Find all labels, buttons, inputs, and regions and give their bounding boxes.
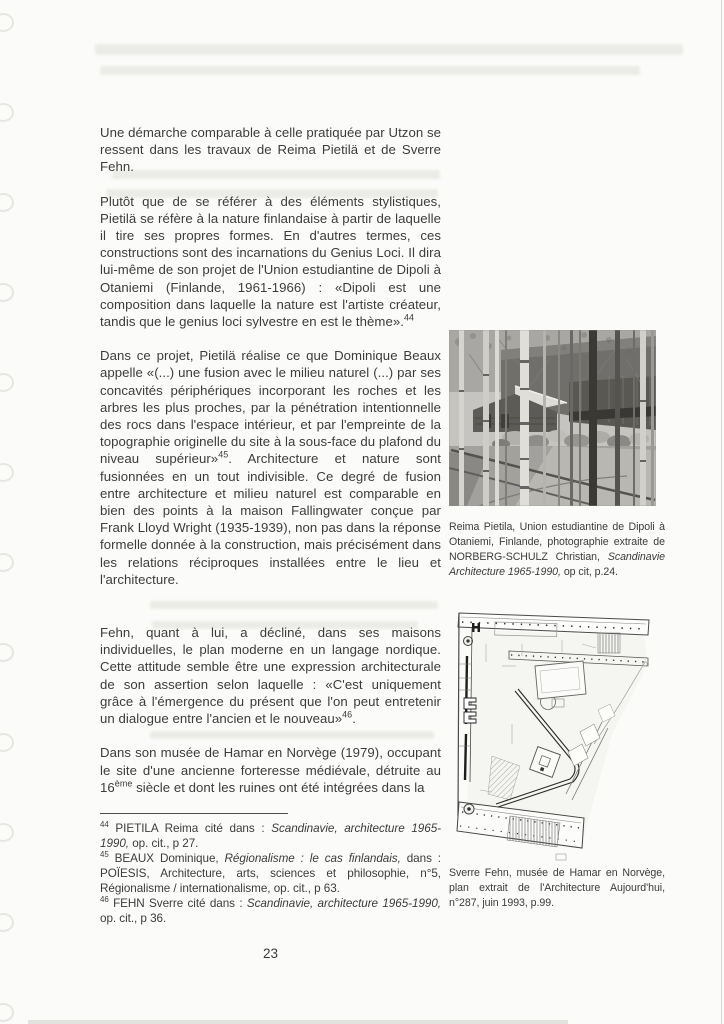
plan-caption (449, 866, 665, 911)
hamar-plan (452, 604, 664, 862)
binding-hole (0, 103, 14, 122)
footnote (100, 851, 441, 896)
text-run: Régionalisme : le cas finlandais, (224, 851, 401, 865)
text-run: op cit, p.24. (560, 565, 618, 578)
body-paragraphs (100, 124, 441, 796)
dipoli-photo (449, 330, 656, 506)
text-run: Une démarche comparable à celle pratiquée par Utzon se ressent dans les travaux de Reima Pietilä et de Sverre Fehn. (100, 125, 441, 175)
superscript: 45 (100, 850, 109, 860)
page-edge-line (721, 0, 722, 1024)
binding-hole (0, 643, 14, 662)
binding-hole (0, 823, 14, 842)
text-run: siècle et dont les ruines ont été intégrées dans la (132, 779, 425, 795)
superscript: 44 (403, 312, 415, 323)
paragraph (100, 193, 441, 331)
superscript: ème (114, 778, 133, 789)
text-run: Scandinavie, architecture 1965-1990, (100, 821, 441, 850)
text-run: Fehn, quant à lui, a décliné, dans ses maisons individuelles, le plan moderne en un langage nordique. Cette attitude semble être une expression architecturale de son assertion selon laquelle : «C'est uniquement grâce à l'émergence du présent que l'on peut entretenir un dialogue entre l'ancien et le nouveau» (100, 625, 441, 727)
footnotes (100, 821, 441, 926)
text-run: op. cit., p 27. (129, 836, 199, 850)
paragraph (100, 624, 441, 727)
text-run: FEHN Sverre cité dans : (108, 896, 247, 910)
scan-edge-shadow (28, 1020, 568, 1024)
text-run: Scandinavie Architecture 1965-1990, (449, 550, 665, 578)
footnote-rule (100, 813, 288, 814)
dipoli-photo-figure (449, 330, 656, 506)
superscript: 44 (100, 820, 109, 830)
bleed-through-ghost-text (100, 66, 640, 75)
text-run: Scandinavie, architecture 1965-1990, (246, 896, 441, 910)
text-run: op. cit., p 36. (100, 911, 167, 925)
binding-hole (0, 13, 14, 32)
paragraph (100, 744, 441, 796)
binding-hole (0, 913, 14, 932)
text-run: Reima Pietila, Union estudiantine de Dipoli à Otaniemi, Finlande, photographie extraite de NORBERG-SCHULZ Christian, (449, 521, 665, 563)
binding-hole (0, 373, 14, 392)
photo-caption (449, 520, 665, 580)
binding-hole (0, 553, 14, 572)
binding-hole (0, 283, 14, 302)
text-run: PIETILA Reima cité dans : (108, 821, 272, 835)
body-text-column (100, 124, 441, 926)
footnote (100, 896, 441, 926)
superscript: 46 (342, 709, 353, 720)
binding-hole (0, 463, 14, 482)
footnote (100, 821, 441, 851)
text-run: Plutôt que de se référer à des éléments stylistiques, Pietilä se réfère à la nature finlandaise à partir de laquelle il tire ses propres formes. En d'autres termes, ces constructions sont des incarnations du Genius Loci. Il dira lui-même de son projet de l'Union estudiantine de Dipoli à Otaniemi (Finlande, 1961-1966) : «Dipoli est une composition dans laquelle la nature est l'artiste créateur, tandis que le genius loci sylvestre en est le thème». (100, 193, 441, 330)
binding-hole (0, 733, 14, 752)
paragraph (100, 124, 441, 176)
text-run: Dans son musée de Hamar en Norvège (1979), occupant le site d'une ancienne forteresse médiévale, détruite au 16 (100, 745, 441, 795)
paragraph (100, 347, 441, 588)
binding-hole (0, 1003, 14, 1022)
superscript: 46 (100, 895, 109, 905)
text-run: dans : POÏESIS, Architecture, arts, sciences et philosophie, n°5, Régionalisme / internationalisme, op. cit., p 63. (100, 851, 441, 895)
binding-hole (0, 193, 14, 212)
page-number: 23 (262, 946, 279, 961)
text-run: Sverre Fehn, musée de Hamar en Norvège, plan extrait de l'Architecture Aujourd'hui, n°287, juin 1993, p.99. (449, 867, 665, 909)
text-run: Dans ce projet, Pietilä réalise ce que Dominique Beaux appelle «(...) une fusion avec le milieu naturel (...) par ses concavités périphériques incorporant les roches et les arbres les plus proches, par la pénétration intentionnelle des rocs dans l'espace intérieur, et par l'empreinte de la topographie originelle du site à la sous-face du plafond du niveau supérieur» (100, 348, 441, 467)
bleed-through-ghost-text (95, 44, 683, 55)
superscript: 45 (218, 450, 229, 461)
text-run: . (352, 711, 356, 727)
text-run: . Architecture et nature sont fusionnées en un tout indivisible. Ce degré de fusion entre architecture et milieu naturel est comparable en bien des points à la maison Fallingwater conçue par Frank Lloyd Wright (1935-1939), non pas dans la réponse formelle donnée à la construction, mais précisément dans les relations réciproques installées entre le lieu et l'architecture. (100, 451, 441, 587)
hamar-plan-figure (452, 604, 664, 862)
text-run: BEAUX Dominique, (108, 851, 225, 865)
